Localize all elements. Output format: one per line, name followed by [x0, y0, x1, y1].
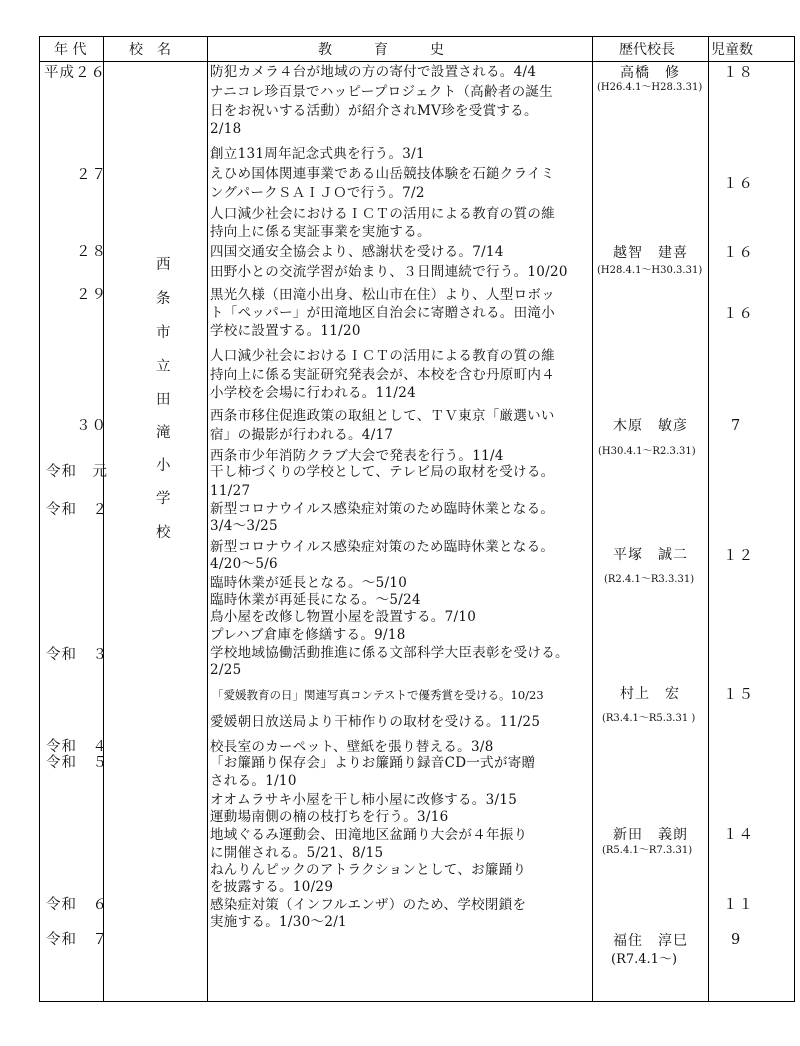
history-line: 学校に設置する。11/20	[210, 323, 361, 339]
year-label: 令和 ５	[46, 755, 108, 771]
header-history: 教 育 史	[318, 42, 444, 58]
history-line: 小学校を会場に行われる。11/24	[210, 385, 417, 401]
history-line: に開催される。5/21、8/15	[210, 845, 384, 861]
history-line: ングパークＳＡＩＪＯで行う。7/2	[210, 185, 425, 201]
history-line: 西条市少年消防クラブ大会で発表を行う。11/4	[210, 448, 504, 464]
history-line: 干し柿づくりの学校として、テレビ局の取材を受ける。	[210, 464, 555, 480]
history-line: 西条市移住促進政策の取組として、ＴＶ東京「厳選いい	[210, 408, 555, 424]
history-line: 四国交通安全協会より、感謝状を受ける。7/14	[210, 244, 504, 260]
school-name-char: 田	[156, 392, 171, 408]
history-line: 3/4～3/25	[210, 518, 278, 534]
history-line: 人口減少社会におけるＩＣＴの活用による教育の質の維	[210, 206, 555, 222]
student-count: １４	[723, 827, 754, 843]
column-divider	[708, 36, 709, 1002]
school-name-char: 条	[156, 291, 171, 307]
history-line: 実施する。1/30～2/1	[210, 914, 347, 930]
principal-name: 福住 淳巳	[613, 933, 688, 949]
history-line: 鳥小屋を改修し物置小屋を設置する。7/10	[210, 609, 477, 625]
year-label: 令和 ４	[46, 739, 108, 755]
student-count: １６	[723, 306, 754, 322]
year-label: ２９	[76, 287, 107, 303]
year-label: ２８	[76, 244, 107, 260]
history-line: される。1/10	[210, 773, 297, 789]
history-line: 新型コロナウイルス感染症対策のため臨時休業となる。	[210, 539, 555, 555]
year-label: 令和 ７	[46, 932, 108, 948]
principal-term: (R3.4.1～R5.3.31 )	[602, 713, 696, 724]
student-count: １６	[723, 245, 754, 261]
year-label: 平成２６	[44, 65, 106, 81]
history-line: 「お簾踊り保存会」よりお簾踊り録音CD一式が寄贈	[210, 755, 536, 771]
history-line: ナニコレ珍百景でハッピープロジェクト（高齢者の誕生	[210, 84, 553, 100]
year-label: ２７	[76, 167, 107, 183]
history-line: ト「ペッパー」が田滝地区自治会に寄贈される。田滝小	[210, 305, 555, 321]
header-school: 校 名	[129, 42, 171, 58]
year-label: ３０	[76, 418, 107, 434]
principal-name: 越智 建喜	[613, 245, 688, 261]
principal-term: (H26.4.1～H28.3.31)	[597, 82, 703, 93]
history-line: 学校地域協働活動推進に係る文部科学大臣表彰を受ける。	[210, 645, 569, 661]
history-line: 人口減少社会におけるＩＣＴの活用による教育の質の維	[210, 348, 555, 364]
school-name-char: 学	[156, 491, 171, 507]
history-line: 日をお祝いする活動）が紹介されMV珍を受賞する。	[210, 103, 538, 119]
history-line: 2/18	[210, 121, 242, 137]
history-line: 防犯カメラ４台が地域の方の寄付で設置される。4/4	[210, 64, 537, 80]
school-name-char: 立	[156, 359, 171, 375]
principal-name: 新田 義朗	[613, 827, 688, 843]
column-divider	[207, 36, 208, 1002]
school-name-char: 西	[156, 257, 171, 273]
history-line: 11/27	[210, 483, 251, 499]
column-divider	[592, 36, 593, 1002]
history-line: オオムラサキ小屋を干し柿小屋に改修する。3/15	[210, 792, 518, 808]
student-count: １１	[723, 897, 754, 913]
student-count: １８	[723, 65, 754, 81]
header-principal: 歴代校長	[619, 42, 675, 58]
history-line: プレハブ倉庫を修繕する。9/18	[210, 627, 406, 643]
history-line: 4/20～5/6	[210, 556, 278, 572]
history-line: 校長室のカーペット、壁紙を張り替える。3/8	[210, 739, 494, 755]
history-line: 地域ぐるみ運動会、田滝地区盆踊り大会が４年振り	[210, 827, 528, 843]
school-name-char: 滝	[156, 425, 171, 441]
student-count: １５	[723, 687, 754, 703]
header-divider	[39, 61, 795, 62]
student-count: 9	[731, 932, 742, 948]
year-label: 令和 元	[46, 464, 108, 480]
history-line: 感染症対策（インフルエンザ）のため、学校閉鎖を	[210, 897, 527, 913]
principal-term: (H28.4.1～H30.3.31)	[597, 265, 703, 276]
history-line: 「愛媛教育の日」関連写真コンテストで優秀賞を受ける。10/23	[212, 688, 544, 702]
history-line: 創立131周年記念式典を行う。3/1	[210, 146, 425, 162]
history-line: 臨時休業が延長となる。～5/10	[210, 575, 408, 591]
student-count: １２	[723, 548, 754, 564]
history-line: 持向上に係る実証研究発表会が、本校を含む丹原町内４	[210, 367, 555, 383]
history-line: 運動場南側の楠の枝打ちを行う。3/16	[210, 809, 449, 825]
history-line: ねんりんピックのアトラクションとして、お簾踊り	[210, 862, 527, 878]
header-year: 年 代	[54, 42, 87, 58]
history-line: えひめ国体関連事業である山岳競技体験を石鎚クライミ	[210, 166, 555, 182]
history-line: を披露する。10/29	[210, 879, 334, 895]
school-name-char: 小	[156, 458, 171, 474]
principal-name: 木原 敏彦	[613, 418, 688, 434]
history-line: 持向上に係る実証事業を実施する。	[210, 224, 431, 240]
principal-term: (R5.4.1～R7.3.31)	[602, 845, 693, 856]
principal-term: (R7.4.1～)	[611, 952, 678, 967]
year-label: 令和 ３	[46, 647, 108, 663]
history-line: 2/25	[210, 662, 242, 678]
history-line: 田野小との交流学習が始まり、３日間連続で行う。10/20	[210, 264, 568, 280]
student-count: 7	[731, 418, 742, 434]
history-line: 宿」の撮影が行われる。4/17	[210, 427, 394, 443]
header-students: 児童数	[711, 42, 753, 58]
school-name-char: 校	[156, 525, 171, 541]
history-line: 新型コロナウイルス感染症対策のため臨時休業となる。	[210, 501, 555, 517]
year-label: 令和 ６	[46, 897, 108, 913]
history-line: 臨時休業が再延長になる。～5/24	[210, 592, 421, 608]
history-line: 黒光久様（田滝小出身、松山市在住）より、人型ロボッ	[210, 287, 555, 303]
student-count: １６	[723, 176, 754, 192]
history-line: 愛媛朝日放送局より干柿作りの取材を受ける。11/25	[210, 714, 541, 730]
principal-name: 高橋 修	[620, 65, 680, 81]
principal-term: (H30.4.1～R2.3.31)	[598, 446, 696, 457]
principal-term: (R2.4.1～R3.3.31)	[604, 574, 695, 585]
year-label: 令和 ２	[46, 502, 108, 518]
principal-name: 平塚 誠二	[613, 547, 688, 563]
school-name-char: 市	[156, 325, 171, 341]
principal-name: 村上 宏	[620, 686, 680, 702]
